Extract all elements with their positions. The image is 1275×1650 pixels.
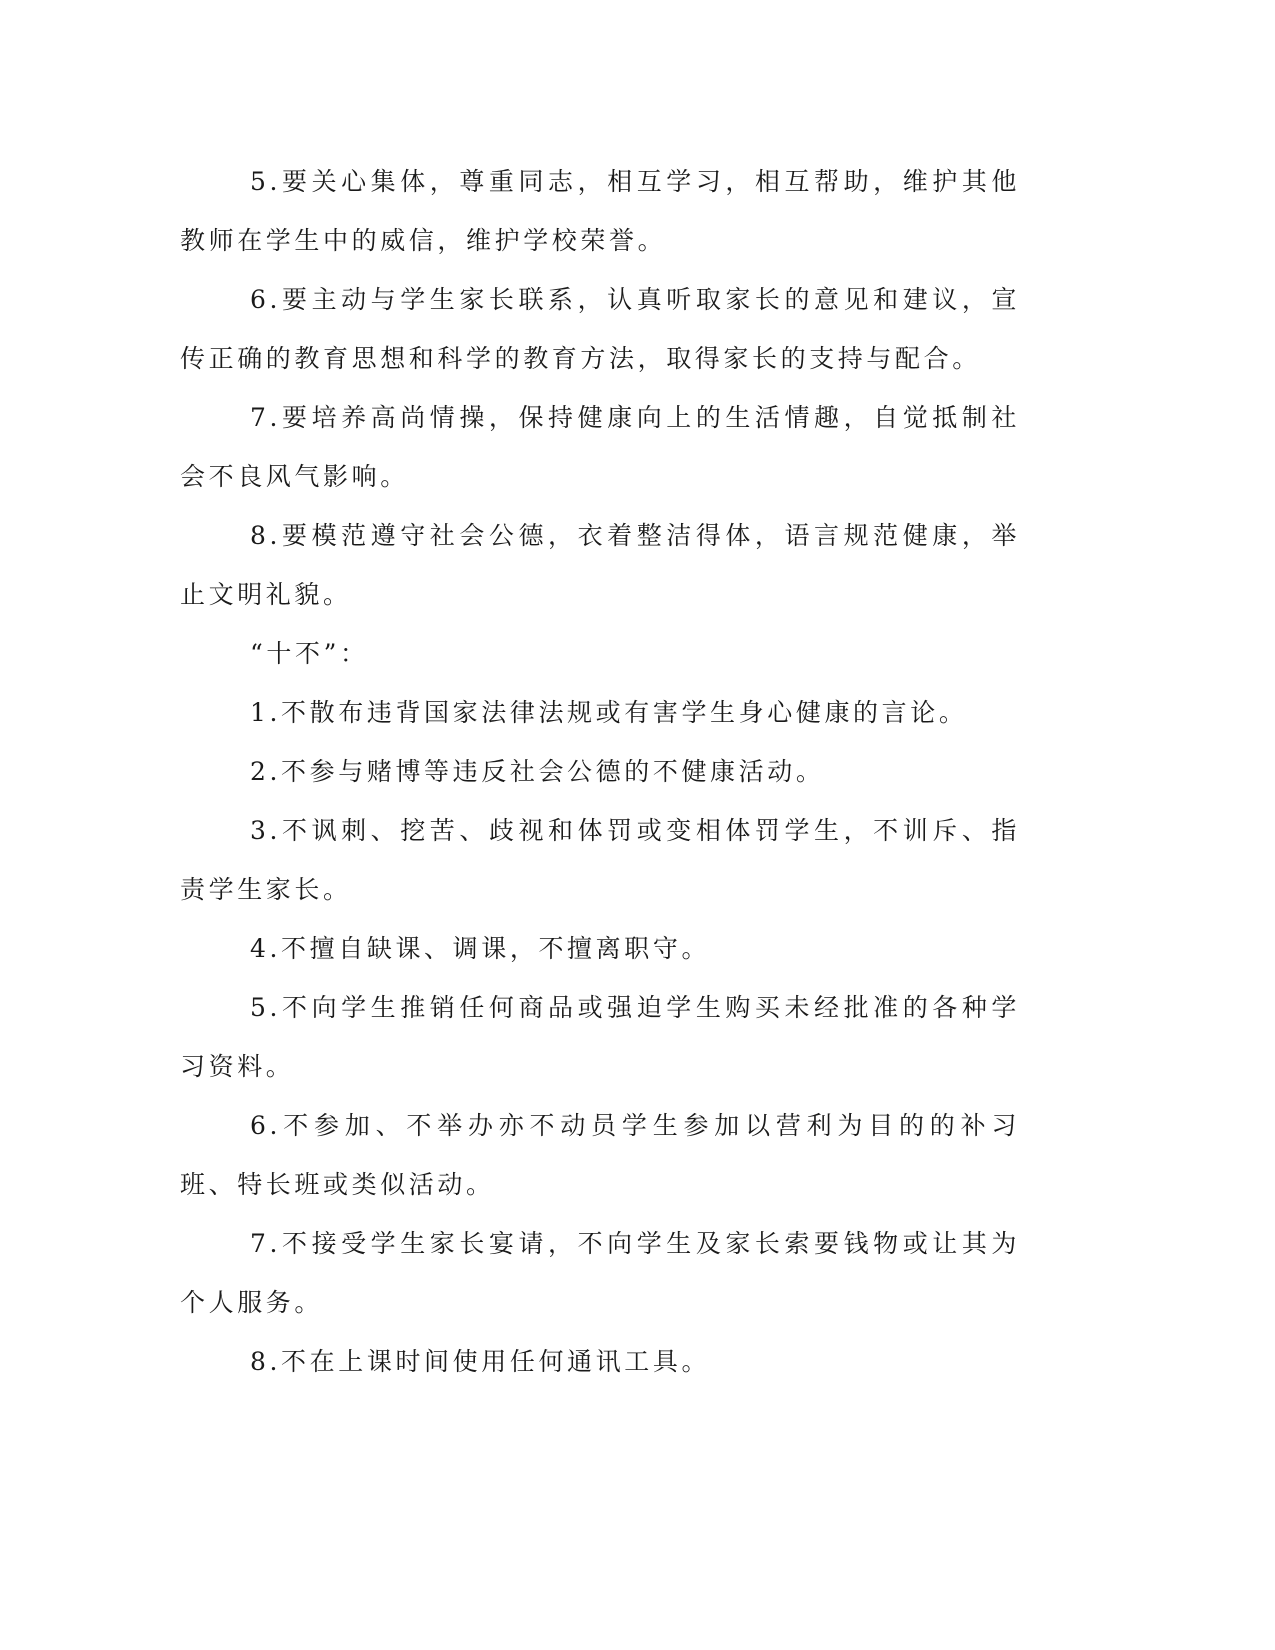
- paragraph-dont-2: 2.不参与赌博等违反社会公德的不健康活动。: [250, 757, 825, 786]
- paragraph-requirement-5: 5.要关心集体，尊重同志，相互学习，相互帮助，维护其他教师在学生中的威信，维护学校荣誉。: [180, 167, 1020, 255]
- paragraph-dont-3: 3.不讽刺、挖苦、歧视和体罚或变相体罚学生，不训斥、指责学生家长。: [180, 816, 1020, 904]
- document-body: [180, 152, 1020, 1391]
- paragraph-requirement-7: 7.要培养高尚情操，保持健康向上的生活情趣，自觉抵制社会不良风气影响。: [180, 403, 1020, 491]
- paragraph-dont-6: 6.不参加、不举办亦不动员学生参加以营利为目的的补习班、特长班或类似活动。: [180, 1111, 1020, 1199]
- paragraph-requirement-8: 8.要模范遵守社会公德，衣着整洁得体，语言规范健康，举止文明礼貌。: [180, 521, 1020, 609]
- section-heading-ten-donts: “十不”：: [250, 639, 369, 668]
- paragraph-dont-1: 1.不散布违背国家法律法规或有害学生身心健康的言论。: [250, 698, 968, 727]
- paragraph-dont-4: 4.不擅自缺课、调课，不擅离职守。: [250, 934, 711, 963]
- paragraph-requirement-6: 6.要主动与学生家长联系，认真听取家长的意见和建议，宣传正确的教育思想和科学的教育方法，取得家长的支持与配合。: [180, 285, 1020, 373]
- paragraph-dont-5: 5.不向学生推销任何商品或强迫学生购买未经批准的各种学习资料。: [180, 993, 1020, 1081]
- paragraph-dont-8: 8.不在上课时间使用任何通讯工具。: [250, 1347, 711, 1376]
- paragraph-dont-7: 7.不接受学生家长宴请，不向学生及家长索要钱物或让其为个人服务。: [180, 1229, 1020, 1317]
